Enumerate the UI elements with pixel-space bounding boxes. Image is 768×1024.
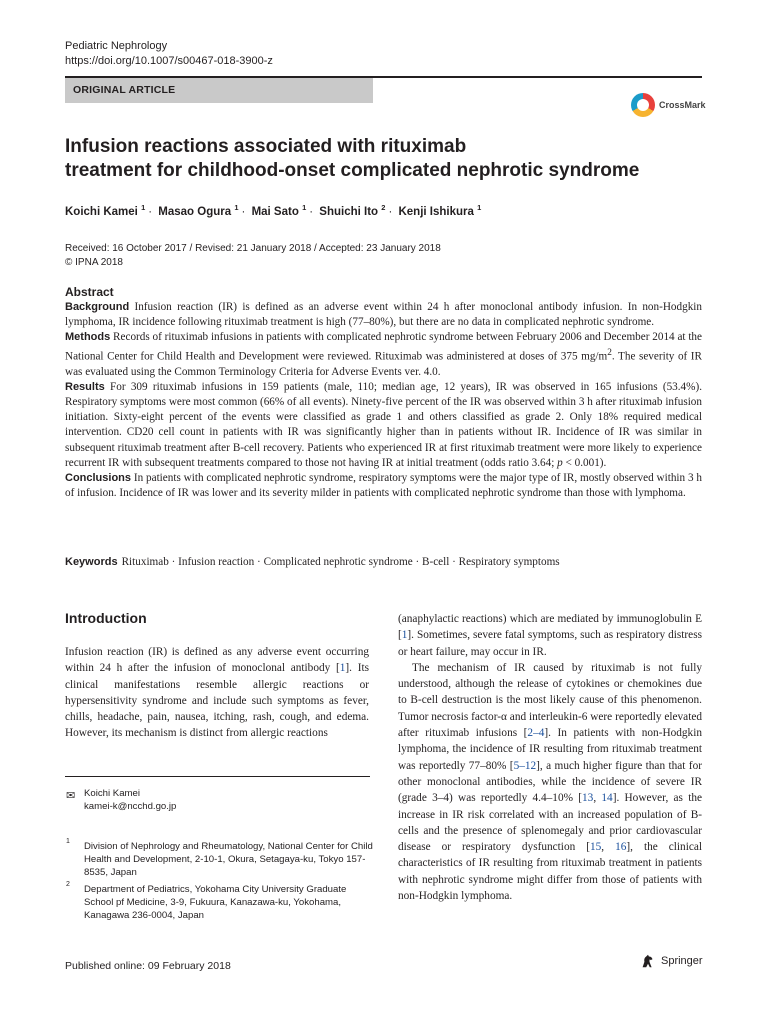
author-name[interactable]: Masao Ogura (158, 205, 232, 218)
abstract-results: Results For 309 rituximab infusions in 159 patients (male, 110; median age, 12 years), IR was observed in 165 infusions (53.4%). Respiratory symptoms were most common (66% of all events). Ninety-five percent of the IR was observed within 3 h after rituximab infusion initiation. Sixty-eight percent of the events were classified as grade 1 and others classified as grade 2. Only 18% required medical intervention. CD20 cell count in patients with IR was significantly higher than in patients without IR. Incidence of IR was similar in subsequent rituximab treatment after B-cell recovery. Patients who experienced IR at first rituximab treatment were more likely to experience recurrent IR with subsequent treatments compared to those not having IR at initial treatment (odds ratio 3.64; p < 0.001). (65, 380, 702, 469)
abstract-background: Background Infusion reaction (IR) is defined as an adverse event within 24 h after monoclonal antibody infusion. In non-Hodgkin lymphoma, IR incidence following rituximab treatment is high (77–80%), but there are no data in complicated nephrotic syndrome. (65, 301, 702, 329)
author-affiliation: 1 (234, 203, 239, 212)
intro-left-column (65, 644, 369, 742)
citation-link[interactable]: 13 (582, 792, 594, 805)
envelope-icon: ✉ (66, 790, 76, 802)
journal-name: Pediatric Nephrology (65, 40, 168, 52)
author-name[interactable]: Mai Sato (251, 205, 299, 218)
citation-link[interactable]: 14 (601, 792, 613, 805)
keywords: Keywords Rituximab · Infusion reaction · Complicated nephrotic syndrome · B-cell · Respiratory symptoms (65, 556, 560, 568)
author-name[interactable]: Shuichi Ito (319, 205, 379, 218)
author-affiliation: 1 (141, 203, 146, 212)
intro-paragraph: The mechanism of IR caused by rituximab is not fully understood, although the release of cytokines or chemokines due to B-cell destruction is the most likely cause of this phenomenon. Tumor necrosis factor-α and interleukin-6 were reportedly elevated after rituximab infusions [2–4]. In patients with non-Hodgkin lymphoma, the incidence of IR resulting from rituximab treatment was reportedly 77–80% [5–12], a much higher figure than that for other monoclonal antibodies, while the incidence of severe IR (grade 3–4) was reportedly 4.4–10% [13, 14]. However, as the increase in IR risk correlated with an increased population of B-cells and the presence of splenomegaly and prior cardiovascular disease or respiratory dysfunction [15, 16], the clinical characteristics of IR resulting from rituximab treatment in patients with nephrotic syndrome might differ from those of patients with non-Hodgkin lymphoma. (398, 661, 702, 903)
citation-link[interactable]: 16 (615, 841, 627, 854)
citation-link[interactable]: 2–4 (527, 727, 545, 740)
abstract-methods: Methods Records of rituximab infusions in patients with complicated nephrotic syndrome between February 2006 and December 2014 at the National Center for Child Health and Development were reviewed. Rituximab was administered at doses of 375 $mg/m^2$. The severity of IR was evaluated using the Common Terminology Criteria for Adverse Events ver. 4.0. (65, 331, 702, 378)
email-link[interactable]: kamei-k@ncchd.go.jp (84, 801, 177, 812)
affiliation-number: 1 (66, 838, 70, 845)
article-dates: Received: 16 October 2017 / Revised: 21 January 2018 / Accepted: 23 January 2018 (65, 243, 441, 254)
corresponding-author: Koichi Kamei kamei-k@ncchd.go.jp (84, 788, 177, 812)
abstract-heading: Abstract (65, 285, 114, 299)
crossmark-badge[interactable] (631, 93, 706, 117)
article-type: ORIGINAL ARTICLE (73, 84, 176, 96)
citation-link[interactable]: 5–12 (513, 759, 537, 772)
published-date: Published online: 09 February 2018 (65, 960, 231, 972)
citation-link[interactable]: 1 (339, 662, 346, 675)
article-type-band (65, 78, 373, 103)
author-affiliation: 2 (381, 203, 386, 212)
copyright-icon: © (65, 257, 76, 268)
article-title-line1: Infusion reactions associated with rituximab (65, 136, 467, 157)
affiliation-1: Division of Nephrology and Rheumatology, National Center for Child Health and Development, 2-10-1, Okura, Setagaya-ku, Tokyo 157-8535, Japan (84, 841, 373, 878)
author-list: Koichi Kamei $^1$ · Masao Ogura $^1$ · Mai Sato $^1$ · Shuichi Ito $^2$ · Kenji Ishikura $^1$ (65, 203, 482, 218)
affiliation-2: Department of Pediatrics, Yokohama City University Graduate School pf Medicine, 3-9, Fukuura, Kanazawa-ku, Yokohama, Kanagawa 236-0004, Japan (84, 884, 347, 921)
intro-paragraph: Infusion reaction (IR) is defined as any adverse event occurring within 24 h after the infusion of monoclonal antibody [1]. Its clinical manifestations resemble allergic reactions or hypersensitivity syndrome and include such symptoms as fever, chills, headache, pain, nausea, itching, rash, cough, and edema. However, its mechanism is distinct from allergic reactions (65, 646, 369, 740)
article-title-line2: treatment for childhood-onset complicated nephrotic syndrome (65, 160, 640, 181)
publisher-name: Springer (661, 955, 703, 967)
footnote-rule (65, 776, 370, 777)
crossmark-icon (631, 93, 655, 117)
introduction-heading: Introduction (65, 610, 147, 626)
citation-link[interactable]: 1 (401, 629, 408, 642)
crossmark-label: CrossMark (659, 100, 706, 110)
doi-link[interactable]: https://doi.org/10.1007/s00467-018-3900-z (65, 55, 273, 67)
publisher-logo (639, 952, 703, 970)
springer-horse-icon (639, 952, 657, 970)
citation-link[interactable]: 15 (590, 841, 602, 854)
abstract-body (65, 300, 702, 501)
author-name[interactable]: Kenji Ishikura (398, 205, 474, 218)
copyright: © IPNA 2018 (65, 257, 123, 268)
affiliation-number: 2 (66, 881, 70, 888)
author-name[interactable]: Koichi Kamei (65, 205, 138, 218)
intro-paragraph: (anaphylactic reactions) which are mediated by immunoglobulin E [1]. Sometimes, severe fatal symptoms, such as respiratory distress or heart failure, may occur in IR. (398, 613, 702, 658)
intro-right-column (398, 611, 702, 904)
author-affiliation: 1 (477, 203, 482, 212)
author-affiliation: 1 (302, 203, 307, 212)
abstract-conclusions: Conclusions In patients with complicated nephrotic syndrome, respiratory symptoms were the major type of IR, mostly observed within 3 h of infusion. Incidence of IR was lower and its severity milder in patients with complicated nephrotic syndrome than those with lymphoma. (65, 471, 702, 500)
